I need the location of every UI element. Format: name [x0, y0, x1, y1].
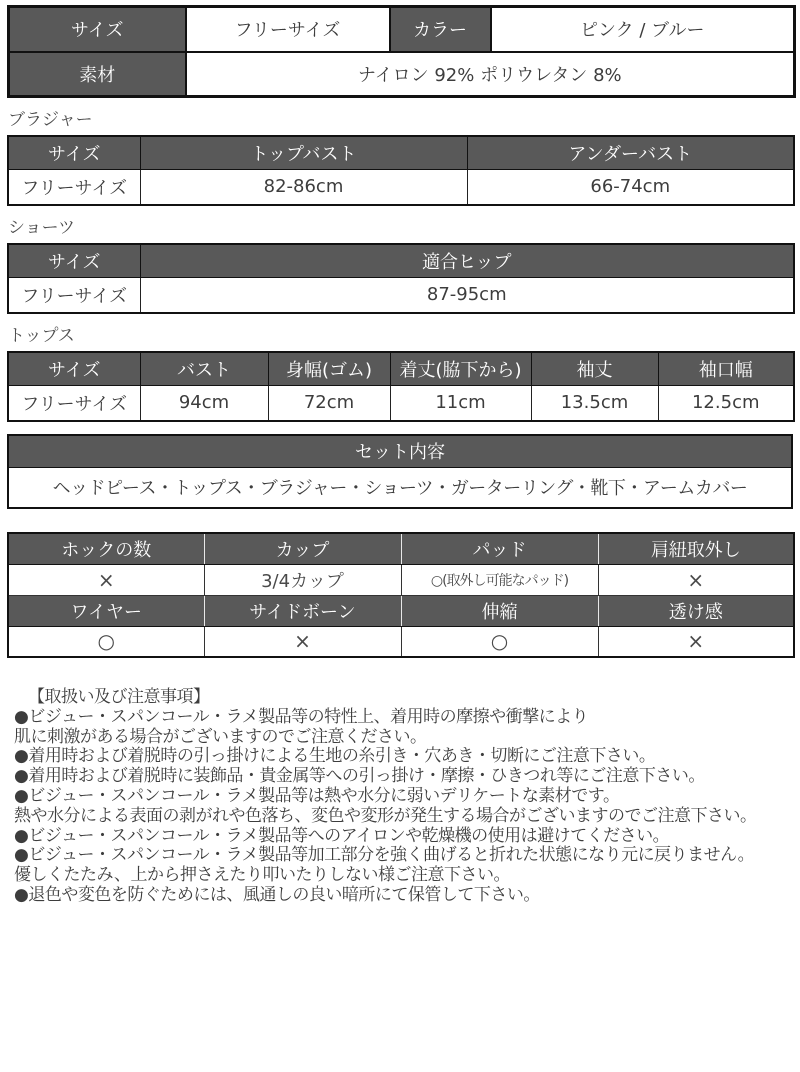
- table-cell: 3/4カップ: [204, 564, 401, 595]
- table-header-cell: 袖丈: [531, 352, 658, 385]
- table-header-cell: トップバスト: [140, 136, 467, 169]
- table-cell: ○: [401, 626, 598, 657]
- table-header-cell: サイズ: [8, 136, 140, 169]
- table-cell: ○(取外し可能なパッド): [401, 564, 598, 595]
- table-cell: ×: [204, 626, 401, 657]
- table-cell: 87-95cm: [140, 277, 794, 313]
- bra-header-row: [8, 136, 794, 169]
- note-line: 肌に刺激がある場合がございますのでご注意ください。: [14, 726, 427, 747]
- set-contents-table: [7, 434, 793, 509]
- set-contents-items-cell: ヘッドピース・トップス・ブラジャー・ショーツ・ガーターリング・靴下・アームカバー: [8, 467, 792, 508]
- table-header-cell: 袖口幅: [658, 352, 794, 385]
- bra-section-label: ブラジャー: [8, 110, 93, 130]
- note-line: ●ビジュー・スパンコール・ラメ製品等加工部分を強く曲げると折れた状態になり元に戻りません。: [14, 845, 755, 866]
- features-value-row-1: [8, 564, 794, 595]
- shorts-header-row: [8, 244, 794, 277]
- size-header-cell: サイズ: [9, 7, 186, 52]
- note-line: ●着用時および着脱時の引っ掛けによる生地の糸引き・穴あき・切断にご注意下さい。: [14, 746, 656, 767]
- color-value-cell: ピンク / ブルー: [491, 7, 795, 52]
- tops-data-row: [8, 385, 794, 421]
- note-line: ●ビジュー・スパンコール・ラメ製品等の特性上、着用時の摩擦や衝撃により: [14, 706, 589, 727]
- material-value-cell: ナイロン 92% ポリウレタン 8%: [186, 52, 795, 97]
- table-cell: 94cm: [140, 385, 268, 421]
- shorts-data-row: [8, 277, 794, 313]
- table-cell: フリーサイズ: [8, 385, 140, 421]
- set-contents-header-row: [8, 435, 792, 467]
- features-header-row-2: [8, 595, 794, 626]
- spec-row-material: [9, 52, 795, 97]
- note-line: 熱や水分による表面の剥がれや色落ち、変色や変形が発生する場合がございますのでご注意下さい。: [14, 805, 757, 826]
- table-header-cell: カップ: [204, 533, 401, 564]
- bra-data-row: [8, 169, 794, 205]
- product-spec-page: [0, 5, 800, 1072]
- shorts-table: [7, 243, 795, 314]
- table-cell: ○: [8, 626, 204, 657]
- note-line: ●着用時および着脱時に装飾品・貴金属等への引っ掛け・摩擦・ひきつれ等にご注意下さい。: [14, 766, 705, 787]
- spec-table: [7, 5, 796, 98]
- table-header-cell: 透け感: [598, 595, 794, 626]
- handling-notes: [14, 688, 800, 906]
- table-header-cell: 着丈(脇下から): [390, 352, 531, 385]
- table-header-cell: バスト: [140, 352, 268, 385]
- table-header-cell: 身幅(ゴム): [268, 352, 390, 385]
- note-line: ●退色や変色を防ぐためには、風通しの良い暗所にて保管して下さい。: [14, 884, 540, 905]
- tops-section-label: トップス: [8, 326, 75, 346]
- table-cell: 72cm: [268, 385, 390, 421]
- material-header-cell: 素材: [9, 52, 186, 97]
- table-header-cell: サイドボーン: [204, 595, 401, 626]
- set-contents-data-row: [8, 467, 792, 508]
- table-header-cell: 伸縮: [401, 595, 598, 626]
- features-header-row-1: [8, 533, 794, 564]
- note-line: ●ビジュー・スパンコール・ラメ製品等は熱や水分に弱いデリケートな素材です。: [14, 785, 620, 806]
- table-cell: ×: [8, 564, 204, 595]
- table-cell: 12.5cm: [658, 385, 794, 421]
- notes-title: 【取扱い及び注意事項】: [28, 687, 210, 707]
- note-line: ●ビジュー・スパンコール・ラメ製品等へのアイロンや乾燥機の使用は避けてください。: [14, 825, 670, 846]
- tops-header-row: [8, 352, 794, 385]
- table-header-cell: 適合ヒップ: [140, 244, 794, 277]
- shorts-section-label: ショーツ: [8, 218, 75, 238]
- table-cell: 13.5cm: [531, 385, 658, 421]
- size-value-cell: フリーサイズ: [186, 7, 390, 52]
- table-cell: 11cm: [390, 385, 531, 421]
- table-cell: ×: [598, 626, 794, 657]
- table-header-cell: パッド: [401, 533, 598, 564]
- bra-table: [7, 135, 795, 206]
- table-header-cell: サイズ: [8, 352, 140, 385]
- features-table: [7, 532, 795, 658]
- color-header-cell: カラー: [390, 7, 491, 52]
- note-line: 優しくたたみ、上から押さえたり叩いたりしない様ご注意下さい。: [14, 865, 511, 886]
- table-cell: 66-74cm: [467, 169, 794, 205]
- features-value-row-2: [8, 626, 794, 657]
- table-header-cell: ワイヤー: [8, 595, 204, 626]
- set-contents-header-cell: セット内容: [8, 435, 792, 467]
- tops-table: [7, 351, 795, 422]
- table-cell: フリーサイズ: [8, 169, 140, 205]
- table-cell: ×: [598, 564, 794, 595]
- table-cell: 82-86cm: [140, 169, 467, 205]
- spec-row-size-color: [9, 7, 795, 52]
- table-header-cell: サイズ: [8, 244, 140, 277]
- table-cell: フリーサイズ: [8, 277, 140, 313]
- table-header-cell: 肩紐取外し: [598, 533, 794, 564]
- table-header-cell: ホックの数: [8, 533, 204, 564]
- table-header-cell: アンダーバスト: [467, 136, 794, 169]
